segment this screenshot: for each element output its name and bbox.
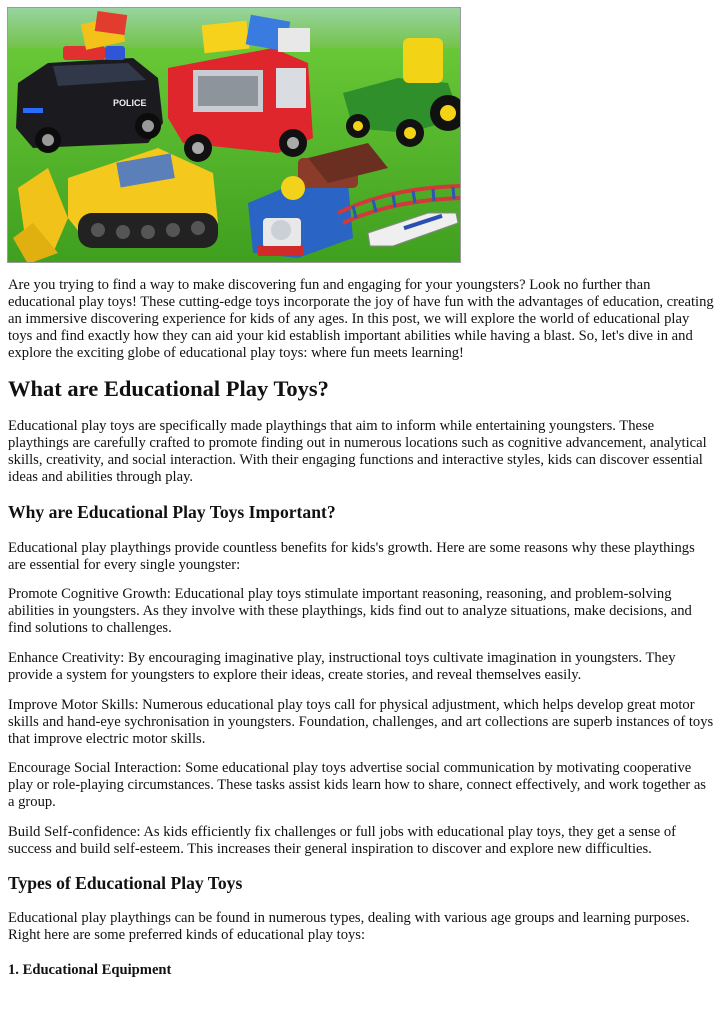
social-interaction-paragraph: Encourage Social Interaction: Some educational play toys advertise social communication by motivating cooperative play or role-playing circumstances. These tasks assist kids learn how to share, connect effectively, and work together as a group. — [8, 760, 706, 810]
why-intro-paragraph: Educational play playthings provide countless benefits for kids's growth. Here are some reasons why these playthings are essential for every single youngster: — [8, 540, 695, 573]
hero-image — [7, 7, 461, 263]
hero-image-label: POLICE — [113, 98, 147, 108]
heading-types: Types of Educational Play Toys — [8, 873, 243, 893]
motor-skills-paragraph: Improve Motor Skills: Numerous educational play toys call for physical adjustment, which helps develop great motor skills and hand-eye sychronisation in youngsters. Foundation, challenges, and art collections are superb instances of toys that improve electric motor skills. — [8, 697, 714, 747]
heading-why-important: Why are Educational Play Toys Important? — [8, 502, 336, 522]
intro-paragraph: Are you trying to find a way to make discovering fun and engaging for your youngsters? Look no further than educational play toys! These cutting-edge toys incorporate the joy of have fun with the advantages of education, creating an immersive discovering experience for kids of any ages. In this post, we will explore the world of educational play toys and find exactly how they can aid your kid establish important abilities while having a blast. So, let's dive in and explore the exciting globe of educational play toys: where fun meets learning! — [8, 277, 714, 361]
heading-what-are: What are Educational Play Toys? — [8, 376, 329, 401]
types-intro-paragraph: Educational play playthings can be found in numerous types, dealing with various age groups and learning purposes. Right here are some preferred kinds of educational play toys: — [8, 910, 690, 943]
self-confidence-paragraph: Build Self-confidence: As kids efficiently fix challenges or full jobs with educational play toys, they get a sense of success and build self-esteem. This increases their general inspiration to discover and explore new difficulties. — [8, 824, 677, 857]
heading-educational-equipment: 1. Educational Equipment — [8, 962, 172, 978]
definition-paragraph: Educational play toys are specifically made playthings that aim to inform while entertaining youngsters. These playthings are carefully crafted to promote finding out in numerous locations such as cognitive advancement, analytical skills, creativity, and social interaction. With their engaging functions and interactive styles, kids can discover essential ideas and abilities through play. — [8, 418, 707, 485]
creativity-paragraph: Enhance Creativity: By encouraging imaginative play, instructional toys cultivate imagination in youngsters. They provide a system for youngsters to explore their ideas, create stories, and reveal themselves easily. — [8, 650, 676, 683]
cognitive-growth-paragraph: Promote Cognitive Growth: Educational play toys stimulate important reasoning, reasoning, and problem-solving abilities in youngsters. As they involve with these playthings, kids find out to analyze situations, make decisions, and find solutions to challenges. — [8, 586, 692, 636]
